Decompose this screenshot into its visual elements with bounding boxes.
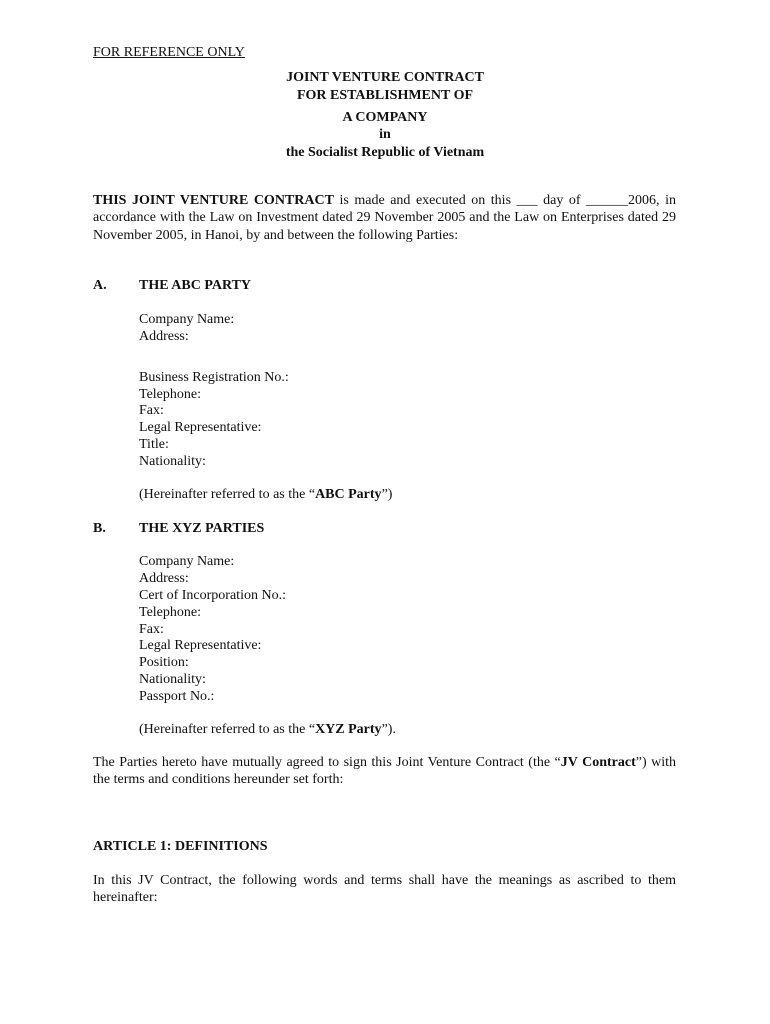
xyz-passport-label: Passport No.:: [139, 689, 215, 704]
xyz-fax-label: Fax:: [139, 622, 164, 637]
xyz-telephone-label: Telephone:: [139, 605, 201, 620]
abc-telephone-label: Telephone:: [139, 387, 201, 402]
abc-address-label: Address:: [139, 329, 189, 344]
xyz-note-term: XYZ Party: [315, 722, 382, 737]
xyz-position-label: Position:: [139, 655, 189, 670]
title-line-1: JOINT VENTURE CONTRACT: [286, 70, 484, 85]
agreement-term: JV Contract: [560, 755, 636, 770]
section-b-letter: B.: [93, 521, 106, 536]
abc-note-pre: (Hereinafter referred to as the “: [139, 487, 316, 502]
reference-note: FOR REFERENCE ONLY: [93, 45, 245, 60]
xyz-note-post: ”).: [381, 722, 396, 737]
abc-company-name-label: Company Name:: [139, 312, 235, 327]
xyz-nationality-label: Nationality:: [139, 672, 206, 687]
title-line-5: the Socialist Republic of Vietnam: [285, 145, 485, 160]
agreement-post: ”) with the terms and conditions hereunder set forth:: [93, 755, 676, 788]
intro-paragraph: [93, 192, 676, 244]
xyz-note-pre: (Hereinafter referred to as the “: [139, 722, 316, 737]
abc-party-note: [139, 486, 392, 503]
article-1-heading: ARTICLE 1: DEFINITIONS: [93, 839, 268, 854]
intro-text: is made and executed on this ___ day of ______2006, in accordance with the Law on Investment dated 29 November 2005 and the Law on Enterprises dated 29 November 2005, in Hanoi, by and between the following Parties:: [93, 193, 676, 243]
abc-business-registration-label: Business Registration No.:: [139, 370, 289, 385]
abc-fax-label: Fax:: [139, 403, 164, 418]
article-1-text: In this JV Contract, the following words and terms shall have the meanings as ascribed to them hereinafter:: [93, 873, 676, 906]
abc-title-label: Title:: [139, 437, 169, 452]
section-a-title: THE ABC PARTY: [139, 278, 252, 293]
title-line-3: A COMPANY: [342, 110, 428, 125]
xyz-company-name-label: Company Name:: [139, 554, 235, 569]
abc-note-post: ”): [381, 487, 393, 502]
xyz-cert-incorporation-label: Cert of Incorporation No.:: [139, 588, 286, 603]
title-line-2: FOR ESTABLISHMENT OF: [296, 88, 474, 103]
agreement-pre: The Parties hereto have mutually agreed to sign this Joint Venture Contract (the “: [93, 755, 561, 770]
abc-nationality-label: Nationality:: [139, 454, 206, 469]
abc-note-term: ABC Party: [315, 487, 382, 502]
agreement-paragraph: [93, 754, 676, 789]
xyz-address-label: Address:: [139, 571, 189, 586]
xyz-legal-representative-label: Legal Representative:: [139, 638, 262, 653]
title-line-4: in: [379, 127, 391, 142]
section-a-letter: A.: [93, 278, 107, 293]
abc-legal-representative-label: Legal Representative:: [139, 420, 262, 435]
section-b-title: THE XYZ PARTIES: [139, 521, 265, 536]
intro-lead: THIS JOINT VENTURE CONTRACT: [93, 193, 334, 208]
xyz-party-note: [139, 721, 396, 738]
